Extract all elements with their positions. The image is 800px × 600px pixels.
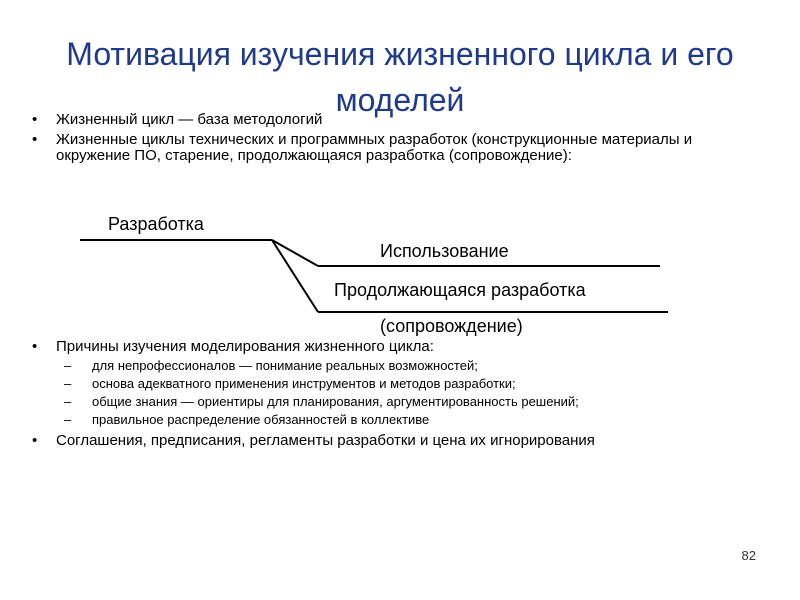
development-label: Разработка	[108, 214, 204, 234]
bullet-item: • Жизненные циклы технических и программных разработок (конструкционные материалы и окружение ПО, старение, продолжающаяся разработка (сопровождение):	[30, 132, 750, 164]
bullet-item-conventions: • Соглашения, предписания, регламенты разработки и цена их игнорирования	[30, 432, 770, 449]
branch-to-usage-line	[272, 240, 318, 266]
branch-to-continued-line	[272, 240, 318, 312]
slide-title-line-1: Мотивация изучения жизненного цикла и его	[66, 36, 734, 73]
lifecycle-diagram	[0, 200, 800, 340]
slide-title	[0, 31, 800, 123]
maintenance-label: (сопровождение)	[380, 316, 523, 336]
sub-item: – правильное распределение обязанностей в коллективе	[56, 411, 770, 429]
bottom-bullet-list	[30, 338, 770, 452]
continued-development-label: Продолжающаяся разработка	[334, 280, 586, 300]
bullet-item-reasons	[30, 338, 770, 429]
page-number: 82	[741, 548, 756, 563]
top-bullet-list	[30, 112, 750, 168]
bullet-item: • Жизненный цикл — база методологий	[30, 112, 750, 128]
reasons-sub-list	[56, 357, 770, 429]
sub-item: – для непрофессионалов — понимание реальных возможностей;	[56, 357, 770, 375]
reasons-text: Причины изучения моделирования жизненного цикла:	[56, 338, 434, 355]
sub-item: – основа адекватного применения инструментов и методов разработки;	[56, 375, 770, 393]
sub-item: – общие знания — ориентиры для планирования, аргументированность решений;	[56, 393, 770, 411]
usage-label: Использование	[380, 241, 509, 261]
slide-title-line-2: моделей	[335, 82, 465, 119]
